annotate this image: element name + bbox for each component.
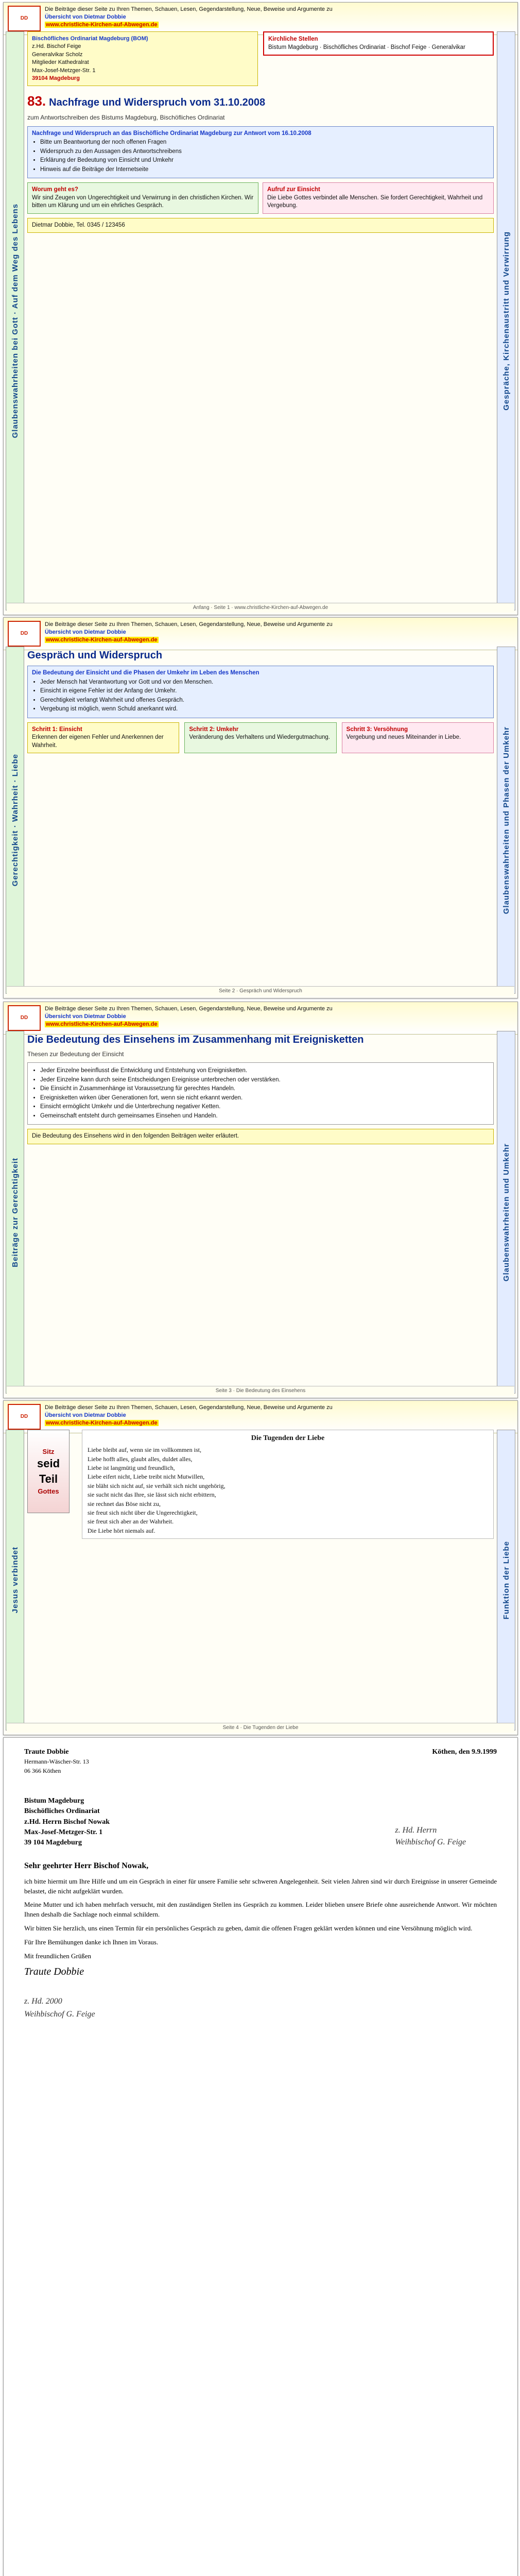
page-title: 83. Nachfrage und Widerspruch vom 31.10.2008 (27, 93, 266, 109)
letter (24, 1747, 497, 2021)
list-item: • Einsicht in eigene Fehler ist der Anfang der Umkehr. (40, 687, 489, 696)
page-subtitle: Thesen zur Bedeutung der Einsicht (27, 1050, 124, 1058)
left-side-banner: Gerechtigkeit · Wahrheit · Liebe (6, 647, 24, 994)
left-side-banner: Glaubenswahrheiten bei Gott · Auf dem Weg des Lebens (6, 31, 24, 611)
rope-image: Sitz seid Teil Gottes (27, 1430, 70, 1513)
page-title: Die Bedeutung des Einsehens im Zusammenhang mit Ereignisketten (27, 1034, 364, 1045)
sender-address: Bischöfliches Ordinariat Magdeburg (BOM) z.Hd. Bischof Feige Generalvikar Scholz Mitglieder Kathedralrat Max-Josef-Metzger-Str. 1 39104 Magdeburg (27, 31, 258, 86)
list-item: • Erklärung der Bedeutung von Einsicht und Umkehr (40, 157, 489, 165)
letter-date: Köthen, den 9.9.1999 (432, 1748, 497, 1756)
right-side-banner: Gespräche, Kirchenaustritt und Verwirrung (497, 31, 515, 611)
thesis-item: • Jeder Einzelne kann durch seine Entscheidungen Ereignisse unterbrechen oder verstärken. (40, 1076, 489, 1084)
document-page-4 (3, 1400, 518, 1735)
step-box-3: Schritt 3: Versöhnung Vergebung und neues Miteinander in Liebe. (342, 722, 494, 754)
page-footer: Seite 3 · Die Bedeutung des Einsehens (7, 1386, 514, 1396)
page-footer: Seite 2 · Gespräch und Widerspruch (7, 986, 514, 996)
contact-line: Dietmar Dobbie, Tel. 0345 / 123456 (27, 218, 494, 233)
note-box: Die Bedeutung des Einsehens wird in den folgenden Beiträgen weiter erläutert. (27, 1129, 494, 1144)
closing: Mit freundlichen Grüßen (24, 1952, 91, 1960)
thesis-item: • Die Einsicht in Zusammenhänge ist Voraussetzung für gerechtes Handeln. (40, 1085, 489, 1093)
document-page-3 (3, 1002, 518, 1398)
list-item: • Gerechtigkeit verlangt Wahrheit und offenes Gespräch. (40, 697, 489, 705)
list-item: • Hinweis auf die Beiträge der Internetseite (40, 166, 489, 174)
left-side-banner: Beiträge zur Gerechtigkeit (6, 1031, 24, 1394)
site-logo: DD (8, 621, 41, 647)
header-link[interactable]: www.christliche-Kirchen-auf-Abwegen.de (46, 1021, 158, 1027)
handwritten-note: z. Hd. Herrn Weihbischof G. Feige (395, 1826, 466, 1847)
page-footer: Anfang · Seite 1 · www.christliche-Kirchen-auf-Abwegen.de (7, 603, 514, 613)
poem-box: Die Tugenden der Liebe Liebe bleibt auf, wenn sie im vollkommen ist, Liebe hofft alles, glaubt alles, duldet alles, Liebe ist langmütig und freundlich, Liebe eifert nicht, Liebe treibt nicht Mutwillen, sie bläht sich nicht auf, sie verhält sich nicht ungehörig, sie sucht nicht das Ihre, sie lässt sich nicht erbittern, sie rechnet das Böse nicht zu, sie freut sich nicht über die Ungerechtigkeit, sie freut sich aber an der Wahrheit. Die Liebe hört niemals auf. (82, 1430, 494, 1539)
info-box-left: Worum geht es? Wir sind Zeugen von Ungerechtigkeit und Verwirrung in den christlichen Kirchen. Wir bitten um Klärung und um ein ehrliches Gespräch. (27, 182, 258, 214)
salutation: Sehr geehrter Herr Bischof Nowak, (24, 1861, 149, 1870)
step-box-2: Schritt 2: Umkehr Veränderung des Verhaltens und Wiedergutmachung. (184, 722, 336, 754)
right-side-banner: Glaubenswahrheiten und Phasen der Umkehr (497, 647, 515, 994)
page-1-content (27, 31, 494, 611)
paragraph: ich bitte hiermit um Ihre Hilfe und um ein Gespräch in einer für unsere Familie sehr schweren Angelegenheit. Seit vielen Jahren sind wir durch Ereignisse in unserer Gemeinde belastet, die nicht aufgeklärt wurden. (24, 1877, 497, 1895)
left-side-banner: Jesus verbindet (6, 1430, 24, 1731)
header-link[interactable]: www.christliche-Kirchen-auf-Abwegen.de (46, 1419, 158, 1426)
authority-box: Kirchliche Stellen Bistum Magdeburg · Bischöfliches Ordinariat · Bischof Feige · Generalvikar (263, 31, 494, 56)
document-page-2 (3, 617, 518, 998)
document-page-5-letter (3, 1737, 518, 2576)
header-link[interactable]: www.christliche-Kirchen-auf-Abwegen.de (46, 21, 158, 28)
page-header (4, 3, 517, 35)
site-logo: DD (8, 1005, 41, 1031)
page-header: DD Die Beiträge dieser Seite zu Ihren Themen, Schauen, Lesen, Gegendarstellung, Neue, Beweise und Argumente zu Übersicht von Dietmar Dobbie www.christliche-Kirchen-auf-Abwegen.de (4, 1401, 517, 1433)
handwritten-scribble: z. Hd. 2000 Weihbischof G. Feige (24, 1996, 95, 2019)
paragraph: Wir bitten Sie herzlich, uns einen Termin für ein persönliches Gespräch zu geben, damit die offenen Fragen geklärt werden können und eine Versöhnung möglich wird. (24, 1924, 473, 1933)
right-side-banner: Funktion der Liebe (497, 1430, 515, 1731)
paragraph: Für Ihre Bemühungen danke ich Ihnen im Voraus. (24, 1938, 159, 1946)
list-item: • Vergebung ist möglich, wenn Schuld anerkannt wird. (40, 705, 489, 714)
thesis-item: • Ereignisketten wirken über Generationen fort, wenn sie nicht erkannt werden. (40, 1094, 489, 1103)
site-logo: DD (8, 6, 41, 31)
list-item: • Jeder Mensch hat Verantwortung vor Gott und vor den Menschen. (40, 679, 489, 687)
step-box-1: Schritt 1: Einsicht Erkennen der eigenen Fehler und Anerkennen der Wahrheit. (27, 722, 179, 754)
paragraph: Meine Mutter und ich haben mehrfach versucht, mit den zuständigen Stellen ins Gespräch zu kommen. Leider blieben unsere Briefe ohne ausreichende Antwort. Wir möchten Ihnen deshalb die Sachlage noch einmal schildern. (24, 1901, 497, 1919)
thesis-item: • Gemeinschaft entsteht durch gemeinsames Einsehen und Handeln. (40, 1112, 489, 1121)
page-subtitle: zum Antwortschreiben des Bistums Magdeburg, Bischöfliches Ordinariat (27, 114, 225, 122)
site-logo: DD (8, 1404, 41, 1430)
header-link[interactable]: www.christliche-Kirchen-auf-Abwegen.de (46, 636, 158, 643)
page-title: Gespräch und Widerspruch (27, 650, 163, 661)
intro-box: Nachfrage und Widerspruch an das Bischöfliche Ordinariat Magdeburg zur Antwort vom 16.10.2008 • Bitte um Beantwortung der noch offenen Fragen • Widerspruch zu den Aussagen des Antwortschreibens • Erklärung der Bedeutung von Einsicht und Umkehr • Hinweis auf die Beiträge der Internetseite (27, 126, 494, 179)
page-2-content (27, 647, 494, 994)
page-3-content (27, 1031, 494, 1394)
thesis-item: • Jeder Einzelne beeinflusst die Entwicklung und Entstehung von Ereignisketten. (40, 1067, 489, 1075)
letter-recipient: Bistum Magdeburg Bischöfliches Ordinariat z.Hd. Herrn Bischof Nowak Max-Josef-Metzger-Str. 1 39 104 Magdeburg (24, 1797, 110, 1847)
page-header: DD Die Beiträge dieser Seite zu Ihren Themen, Schauen, Lesen, Gegendarstellung, Neue, Beweise und Argumente zu Übersicht von Dietmar Dobbie www.christliche-Kirchen-auf-Abwegen.de (4, 1002, 517, 1035)
list-item: • Bitte um Beantwortung der noch offenen Fragen (40, 139, 489, 147)
letter-sender: Traute Dobbie Hermann-Wäscher-Str. 13 06 366 Köthen (24, 1748, 89, 1774)
document-page-1 (3, 2, 518, 615)
poem-title: Die Tugenden der Liebe (251, 1434, 325, 1442)
intro-box: Die Bedeutung der Einsicht und die Phasen der Umkehr im Leben des Menschen • Jeder Mensch hat Verantwortung vor Gott und vor den Menschen. • Einsicht in eigene Fehler ist der Anfang der Umkehr. • Gerechtigkeit verlangt Wahrheit und offenes Gespräch. • Vergebung ist möglich, wenn Schuld anerkannt wird. (27, 666, 494, 718)
info-box-right: Aufruf zur Einsicht Die Liebe Gottes verbindet alle Menschen. Sie fordert Gerechtigkeit, Wahrheit und Vergebung. (263, 182, 494, 214)
page-header: DD Die Beiträge dieser Seite zu Ihren Themen, Schauen, Lesen, Gegendarstellung, Neue, Beweise und Argumente zu Übersicht von Dietmar Dobbie www.christliche-Kirchen-auf-Abwegen.de (4, 618, 517, 650)
header-line-1: Die Beiträge dieser Seite zu Ihren Themen, Schauen, Lesen, Gegendarstellung, Neue, Beweise und Argumente zu (45, 6, 333, 12)
thesis-item: • Einsicht ermöglicht Umkehr und die Unterbrechung negativer Ketten. (40, 1103, 489, 1111)
list-item: • Widerspruch zu den Aussagen des Antwortschreibens (40, 148, 489, 156)
page-4-content (27, 1430, 494, 1731)
signature: Traute Dobbie (24, 1965, 84, 1977)
theses-box (27, 1062, 494, 1125)
header-line-2: Übersicht von Dietmar Dobbie (45, 13, 126, 20)
page-footer: Seite 4 · Die Tugenden der Liebe (7, 1723, 514, 1733)
right-side-banner: Glaubenswahrheiten und Umkehr (497, 1031, 515, 1394)
